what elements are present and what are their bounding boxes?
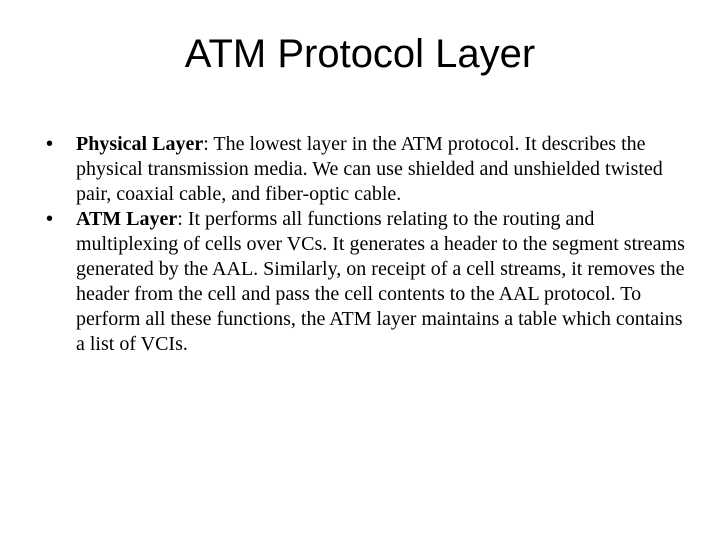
bullet-icon: • [46, 208, 54, 230]
bullet-list [46, 132, 696, 357]
bullet-text: : It performs all functions relating to the routing and multiplexing of cells over VCs. It generates a header to the segment streams generated by the AAL. Similarly, on receipt of a cell streams, it removes the header from the cell and pass the cell contents to the AAL protocol. To perform all these functions, the ATM layer maintains a table which contains a list of VCIs. [76, 208, 685, 355]
bullet-item-atm-layer [46, 207, 696, 357]
bullet-text: : The lowest layer in the ATM protocol. It describes the physical transmission media. We can use shielded and unshielded twisted pair, coaxial cable, and fiber-optic cable. [76, 133, 663, 205]
bullet-item-physical-layer [46, 132, 696, 207]
bullet-term: Physical Layer [76, 133, 204, 155]
bullet-icon: • [46, 133, 54, 155]
slide-title: ATM Protocol Layer [184, 32, 536, 76]
bullet-term: ATM Layer [76, 208, 178, 230]
